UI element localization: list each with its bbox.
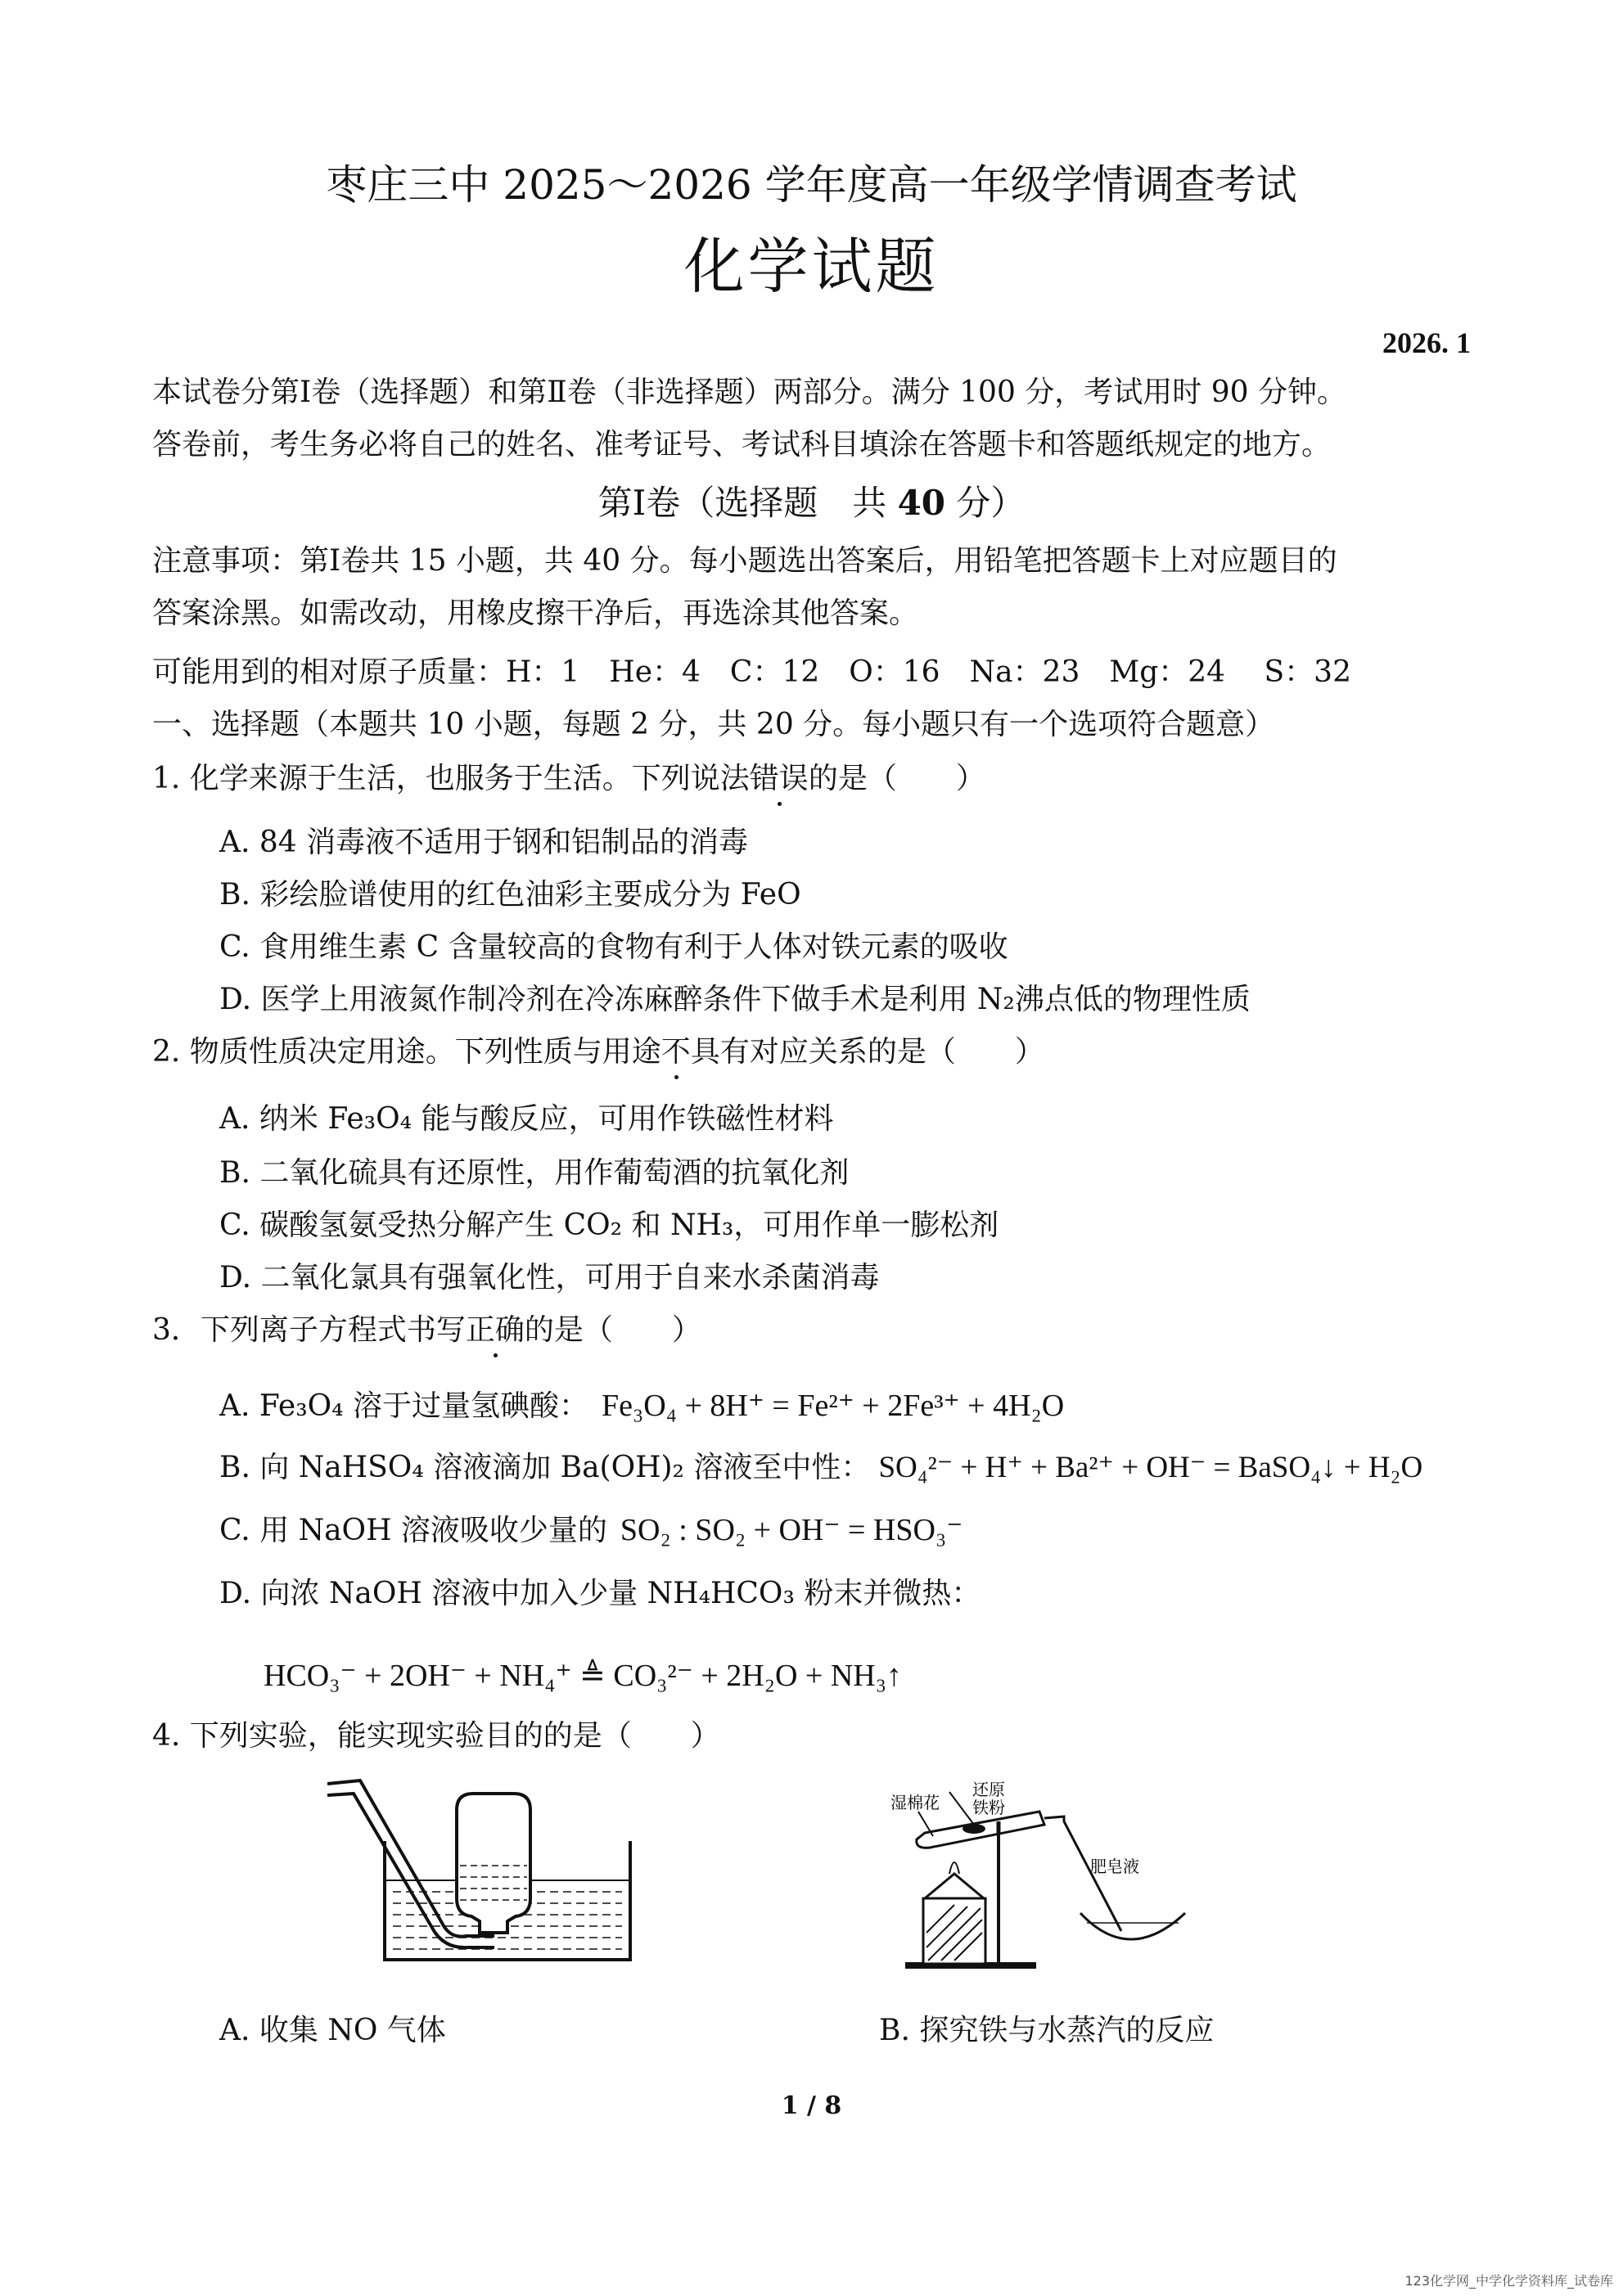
notice-line-2: 答案涂黑。如需改动，用橡皮擦干净后，再选涂其他答案。 [152,597,919,630]
figure-a-gas-collection [319,1776,647,1972]
label-wet-cotton: 湿棉花 [890,1793,940,1812]
figure-a-caption: A. 收集 NO 气体 [219,2014,446,2047]
section-title: 第Ⅰ卷（选择题 共 40 分） [597,483,1026,523]
label-soap-solution: 肥皂液 [1090,1857,1139,1876]
equation-c: SO₂ : SO₂ + OH⁻ = HSO₃⁻ [620,1513,963,1547]
exam-date: 2026. 1 [1382,326,1471,359]
question-3-option-c: C. 用 NaOH 溶液吸收少量的 SO₂ : SO₂ + OH⁻ = HSO₃⁻ [219,1513,963,1547]
intro-line-1: 本试卷分第Ⅰ卷（选择题）和第Ⅱ卷（非选择题）两部分。满分 100 分，考试用时 90 分钟。 [152,376,1346,409]
question-3-option-b: B. 向 NaHSO₄ 溶液滴加 Ba(OH)₂ 溶液至中性： SO₄²⁻ + H⁺ + Ba²⁺ + OH⁻ = BaSO₄↓ + H₂O [219,1451,1423,1484]
question-1-option-a: A. 84 消毒液不适用于钢和铝制品的消毒 [219,826,749,859]
question-1-option-d: D. 医学上用液氮作制冷剂在冷冻麻醉条件下做手术是利用 N₂沸点低的物理性质 [219,983,1251,1016]
equation-a: Fe₃O₄ + 8H⁺ = Fe²⁺ + 2Fe³⁺ + 4H₂O [602,1389,1065,1423]
label-iron-top: 还原 [972,1780,1005,1799]
label-iron-bottom: 铁粉 [972,1798,1005,1817]
notice-line-1: 注意事项：第Ⅰ卷共 15 小题，共 40 分。每小题选出答案后，用铅笔把答题卡上对应题目的 [152,544,1337,578]
question-1-option-b: B. 彩绘脸谱使用的红色油彩主要成分为 FeO [219,878,801,912]
figure-b-caption: B. 探究铁与水蒸汽的反应 [879,2014,1215,2047]
question-2-option-c: C. 碳酸氢氨受热分解产生 CO₂ 和 NH₃，可用作单一膨松剂 [219,1209,999,1242]
question-2-option-a: A. 纳米 Fe₃O₄ 能与酸反应，可用作铁磁性材料 [219,1102,834,1136]
part-title: 一、选择题（本题共 10 小题，每题 2 分，共 20 分。每小题只有一个选项符合题意） [152,708,1275,741]
exam-title: 枣庄三中 2025～2026 学年度高一年级学情调查考试 [326,161,1297,209]
question-1-option-c: C. 食用维生素 C 含量较高的食物有利于人体对铁元素的吸收 [219,930,1008,964]
equation-b: SO₄²⁻ + H⁺ + Ba²⁺ + OH⁻ = BaSO₄↓ + H₂O [878,1451,1423,1484]
page-number: 1 / 8 [781,2091,842,2120]
emphasis-word: 不 [660,1035,691,1069]
figure-b-iron-steam-apparatus [876,1776,1220,1972]
question-4-stem: 4. 下列实验，能实现实验目的的是（ ） [152,1719,720,1753]
question-2-stem: 2. 物质性质决定用途。下列性质与用途不具有对应关系的是（ ） [152,1035,1044,1069]
watermark: 123化学网_中学化学资料库_试卷库 [1404,2273,1613,2289]
question-2-option-b: B. 二氧化硫具有还原性，用作葡萄酒的抗氧化剂 [219,1156,850,1190]
subject-title: 化学试题 [683,232,940,302]
emphasis-word: 正确 [465,1313,525,1347]
question-3-option-d: D. 向浓 NaOH 溶液中加入少量 NH₄HCO₃ 粉末并微热： [219,1577,981,1610]
question-3-option-a: A. Fe₃O₄ 溶于过量氢碘酸： Fe₃O₄ + 8H⁺ = Fe²⁺ + 2Fe³⁺ + 4H₂O [219,1389,1065,1423]
emphasis-word: 错误 [749,762,809,795]
equation-d: HCO₃⁻ + 2OH⁻ + NH₄⁺ ≜ CO₃²⁻ + 2H₂O + NH₃↑ [264,1659,902,1693]
question-2-option-d: D. 二氧化氯具有强氧化性，可用于自来水杀菌消毒 [219,1261,880,1294]
atomic-masses: 可能用到的相对原子质量：H：1 He：4 C：12 O：16 Na：23 Mg：24 S：32 [152,655,1351,689]
question-1-stem: 1. 化学来源于生活，也服务于生活。下列说法错误的是（ ） [152,762,985,795]
question-3-stem: 3．下列离子方程式书写正确的是（ ） [152,1313,701,1347]
intro-line-2: 答卷前，考生务必将自己的姓名、准考证号、考试科目填涂在答题卡和答题纸规定的地方。 [152,428,1332,461]
